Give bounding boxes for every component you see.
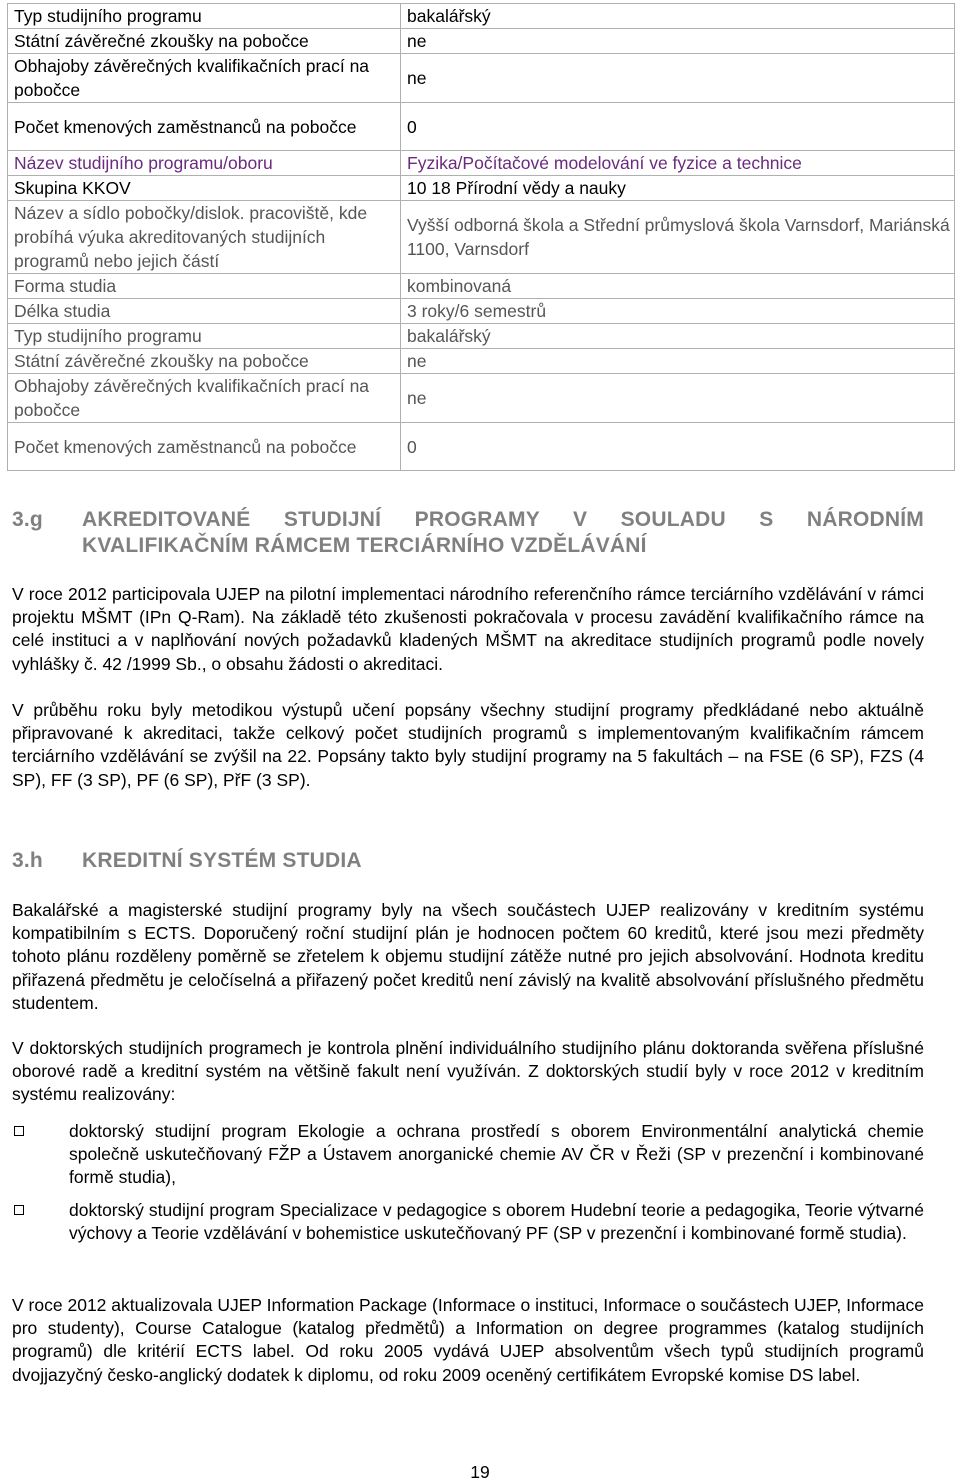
section-h-number: 3.h bbox=[12, 849, 43, 872]
section-g-heading bbox=[12, 507, 924, 561]
table-cell-label: Státní závěrečné zkoušky na pobočce bbox=[8, 29, 401, 54]
list-item bbox=[12, 1120, 924, 1190]
table-row bbox=[8, 423, 955, 471]
list-item-text: doktorský studijní program Ekologie a ochrana prostředí s oborem Environmentální analytická chemie společně uskutečňovaný FŽP a Ústavem anorganické chemie AV ČR v Řeži (SP v prezenční i kombinované formě studia), bbox=[69, 1121, 924, 1188]
section-h-title: KREDITNÍ SYSTÉM STUDIA bbox=[82, 849, 362, 872]
table-cell-label: Počet kmenových zaměstnanců na pobočce bbox=[8, 103, 401, 151]
table-cell-value: bakalářský bbox=[401, 324, 955, 349]
table-row bbox=[8, 151, 955, 176]
section-g-number: 3.g bbox=[12, 508, 43, 531]
table-cell-value: ne bbox=[401, 374, 955, 423]
table-cell-label: Skupina KKOV bbox=[8, 176, 401, 201]
section-h-paragraph-2: V doktorských studijních programech je kontrola plnění individuálního studijního plánu doktoranda svěřena příslušné oborové radě a kreditní systém na většině fakult není využíván. Z doktorských studií byly v roce 2012 v kreditním systému realizovány: bbox=[12, 1038, 924, 1105]
table-cell-value: ne bbox=[401, 29, 955, 54]
table-row bbox=[8, 54, 955, 103]
section-h-paragraph-1: Bakalářské a magisterské studijní programy byly na všech součástech UJEP realizovány v kreditním systému kompatibilním s ECTS. Doporučený roční studijní plán je hodnocen počtem 60 kreditů, které jsou mezi předměty tohoto plánu rozděleny poměrně se zřetelem k objemu studijní zátěže nutné pro jejich absolvování. Hodnota kreditu přiřazená předmětu je celočíselná a přiřazený počet kreditů není závislý na kvalitě absolvování příslušného předmětu studentem. bbox=[12, 900, 924, 1013]
checkbox-bullet-icon bbox=[14, 1205, 24, 1215]
table-row bbox=[8, 299, 955, 324]
section-g-title: AKREDITOVANÉ STUDIJNÍ PROGRAMY V SOULADU S NÁRODNÍM KVALIFIKAČNÍM RÁMCEM TERCIÁRNÍHO VZDĚLÁVÁNÍ bbox=[82, 508, 924, 557]
table-cell-value: 0 bbox=[401, 423, 955, 471]
table-cell-value: ne bbox=[401, 349, 955, 374]
list-item-text: doktorský studijní program Specializace v pedagogice s oborem Hudební teorie a pedagogika, Teorie výtvarné výchovy a Teorie vzdělávání v bohemistice uskutečňovaný PF (SP v prezenční i kombinované formě studia). bbox=[69, 1200, 924, 1244]
table-cell-value: 10 18 Přírodní vědy a nauky bbox=[401, 176, 955, 201]
table-cell-value: Vyšší odborná škola a Střední průmyslová škola Varnsdorf, Mariánská 1100, Varnsdorf bbox=[401, 201, 955, 274]
table-row bbox=[8, 29, 955, 54]
table-cell-value: 0 bbox=[401, 103, 955, 151]
table-cell-label: Počet kmenových zaměstnanců na pobočce bbox=[8, 423, 401, 471]
table-cell-value: bakalářský bbox=[401, 4, 955, 29]
table-cell-label: Forma studia bbox=[8, 274, 401, 299]
table-cell-label: Typ studijního programu bbox=[8, 4, 401, 29]
table-row bbox=[8, 4, 955, 29]
section-h-paragraph-3: V roce 2012 aktualizovala UJEP Information Package (Informace o instituci, Informace o součástech UJEP, Informace pro studenty), Course Catalogue (katalog předmětů) a Information on degree programmes (katalog studijních programů) dle kritérií ECTS label. Od roku 2005 vydává UJEP absolventům všech typů studijních programů dvojjazyčný česko-anglický dodatek k diplomu, od roku 2009 oceněný certifikátem Evropské komise DS label. bbox=[12, 1295, 924, 1385]
table-cell-value: Fyzika/Počítačové modelování ve fyzice a technice bbox=[401, 151, 955, 176]
table-row bbox=[8, 103, 955, 151]
table-row bbox=[8, 324, 955, 349]
table-row bbox=[8, 274, 955, 299]
branch-info-table bbox=[7, 3, 955, 471]
table-cell-label: Státní závěrečné zkoušky na pobočce bbox=[8, 349, 401, 374]
table-row bbox=[8, 201, 955, 274]
table-cell-label: Obhajoby závěrečných kvalifikačních prací na pobočce bbox=[8, 374, 401, 423]
list-item bbox=[12, 1199, 924, 1269]
table-cell-value: 3 roky/6 semestrů bbox=[401, 299, 955, 324]
table-cell-value: ne bbox=[401, 54, 955, 103]
table-cell-label: Název studijního programu/oboru bbox=[8, 151, 401, 176]
section-g-paragraph-2: V průběhu roku byly metodikou výstupů učení popsány všechny studijní programy předkládané nebo aktuálně připravované k akreditaci, takže celkový počet studijních programů s implementovaným kvalifikačním rámcem terciárního vzdělávání se zvýšil na 22. Popsány takto byly studijní programy na 5 fakultách – na FSE (6 SP), FZS (4 SP), FF (3 SP), PF (6 SP), PřF (3 SP). bbox=[12, 700, 924, 790]
table-cell-label: Délka studia bbox=[8, 299, 401, 324]
table-row bbox=[8, 374, 955, 423]
table-cell-value: kombinovaná bbox=[401, 274, 955, 299]
table-cell-label: Obhajoby závěrečných kvalifikačních prací na pobočce bbox=[8, 54, 401, 103]
table-row bbox=[8, 176, 955, 201]
table-cell-label: Typ studijního programu bbox=[8, 324, 401, 349]
section-g-paragraph-1: V roce 2012 participovala UJEP na pilotní implementaci národního referenčního rámce terciárního vzdělávání v rámci projektu MŠMT (IPn Q-Ram). Na základě této zkušenosti pokračovala v procesu zavádění kvalifikačního rámce na celé instituci a v naplňování nových požadavků kladených MŠMT na akreditace studijních programů podle novely vyhlášky č. 42 /1999 Sb., o obsahu žádosti o akreditaci. bbox=[12, 584, 924, 674]
table-cell-label: Název a sídlo pobočky/dislok. pracoviště, kde probíhá výuka akreditovaných studijních programů nebo jejich částí bbox=[8, 201, 401, 274]
table-row bbox=[8, 349, 955, 374]
checkbox-bullet-icon bbox=[14, 1126, 24, 1136]
section-h-heading bbox=[12, 848, 924, 874]
page-number: 19 bbox=[470, 1462, 490, 1482]
